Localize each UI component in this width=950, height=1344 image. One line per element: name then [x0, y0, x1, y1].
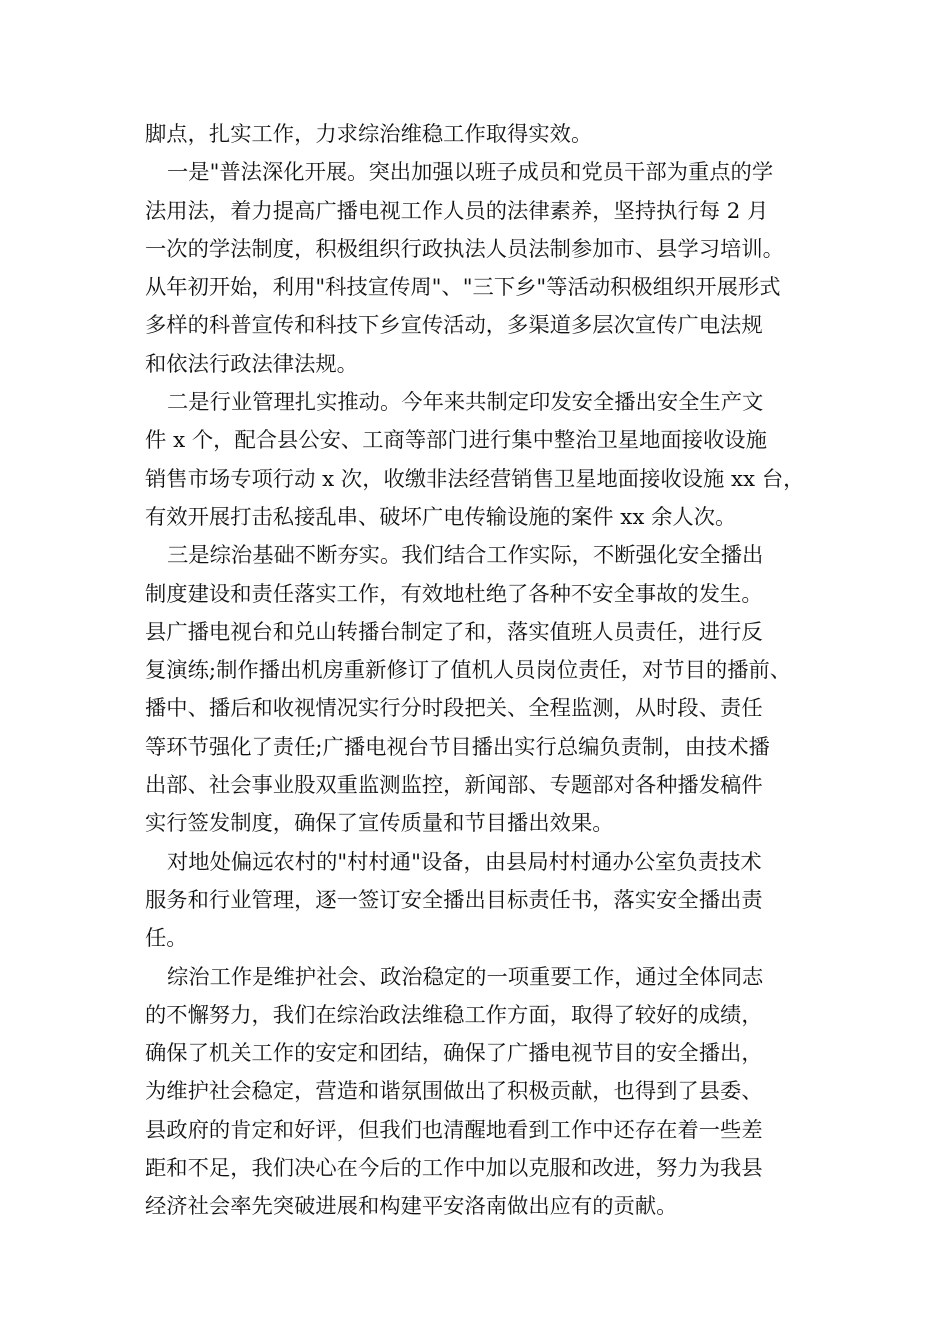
text-line: 件 x 个，配合县公安、工商等部门进行集中整治卫星地面接收设施: [145, 428, 767, 454]
text-line: 等环节强化了责任;广播电视台节目播出实行总编负责制，由技术播: [145, 734, 770, 760]
text-line: 从年初开始，利用"科技宣传周"、"三下乡"等活动积极组织开展形式: [145, 275, 781, 301]
text-line: 实行签发制度，确保了宣传质量和节目播出效果。: [145, 811, 614, 837]
text-line: 销售市场专项行动 x 次，收缴非法经营销售卫星地面接收设施 xx 台，: [145, 466, 805, 492]
text-line: 任。: [145, 926, 188, 952]
text-line: 脚点，扎实工作，力求综治维稳工作取得实效。: [145, 122, 593, 147]
paragraph-start-line: 综治工作是维护社会、政治稳定的一项重要工作，通过全体同志: [167, 964, 764, 990]
paragraph-start-line: 一是"普法深化开展。突出加强以班子成员和党员干部为重点的学: [167, 160, 774, 186]
text-line: 有效开展打击私接乱串、破坏广电传输设施的案件 xx 余人次。: [145, 504, 737, 530]
text-line: 复演练;制作播出机房重新修订了值机人员岗位责任，对节目的播前、: [145, 658, 792, 684]
text-line: 为维护社会稳定，营造和谐氛围做出了积极贡献，也得到了县委、: [145, 1079, 763, 1105]
text-line: 县广播电视台和兑山转播台制定了和，落实值班人员责任，进行反: [145, 619, 763, 645]
document-body: [145, 116, 811, 1227]
text-line: 出部、社会事业股双重监测监控，新闻部、专题部对各种播发稿件: [145, 773, 763, 799]
text-line: 和依法行政法律法规。: [145, 351, 358, 377]
paragraph-start-line: 三是综治基础不断夯实。我们结合工作实际，不断强化安全播出: [167, 543, 764, 569]
paragraph-start-line: 二是行业管理扎实推动。今年来共制定印发安全播出安全生产文: [167, 390, 764, 416]
text-line: 制度建设和责任落实工作，有效地杜绝了各种不安全事故的发生。: [145, 581, 763, 607]
text-line: 的不懈努力，我们在综治政法维稳工作方面，取得了较好的成绩，: [145, 1002, 763, 1028]
text-line: 法用法，着力提高广播电视工作人员的法律素养，坚持执行每 2 月: [145, 198, 769, 224]
text-line: 多样的科普宣传和科技下乡宣传活动，多渠道多层次宣传广电法规: [145, 313, 763, 339]
paragraph-start-line: 对地处偏远农村的"村村通"设备，由县局村村通办公室负责技术: [167, 849, 762, 875]
text-line: 确保了机关工作的安定和团结，确保了广播电视节目的安全播出，: [145, 1041, 763, 1067]
text-line: 一次的学法制度，积极组织行政执法人员法制参加市、县学习培训。: [145, 236, 784, 262]
text-line: 距和不足，我们决心在今后的工作中加以克服和改进，努力为我县: [145, 1156, 763, 1182]
text-line: 经济社会率先突破进展和构建平安洛南做出应有的贡献。: [145, 1194, 678, 1220]
text-line: 服务和行业管理，逐一签订安全播出目标责任书，落实安全播出责: [145, 887, 763, 913]
text-line: 县政府的肯定和好评，但我们也清醒地看到工作中还存在着一些差: [145, 1117, 763, 1143]
text-line: 播中、播后和收视情况实行分时段把关、全程监测，从时段、责任: [145, 696, 763, 722]
